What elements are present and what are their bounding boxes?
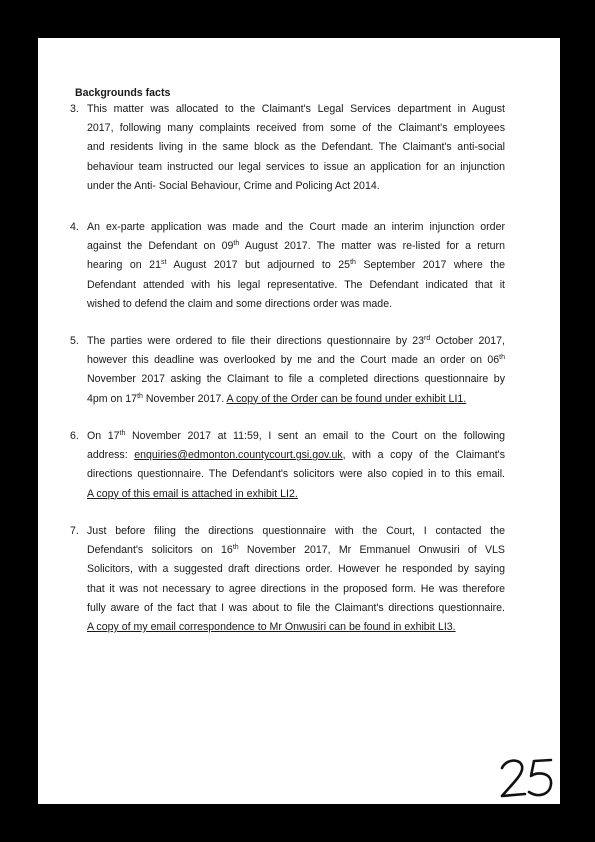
paragraph-7 xyxy=(70,522,505,637)
handwritten-page-number xyxy=(498,756,556,800)
paragraph-number: 5. xyxy=(70,335,79,347)
paragraph-6 xyxy=(70,427,506,504)
paragraph-line xyxy=(87,485,505,504)
paragraph-line: The parties were ordered to file their directions questionnaire by 23rd October 2017, xyxy=(87,335,505,347)
paragraph-number: 3. xyxy=(70,103,79,115)
paragraph-line: hearing on 21st August 2017 but adjourned to 25th September 2017 where the xyxy=(87,259,506,272)
section-heading: Backgrounds facts xyxy=(75,87,171,99)
paragraph-line: An ex-parte application was made and the Court made an interim injunction order xyxy=(87,221,505,233)
paragraph-line: 4pm on 17th November 2017. A copy of the Order can be found under exhibit LI1. xyxy=(87,392,467,405)
paragraph-line: and residents living in the same block as the Defendant. The Claimant's anti-social xyxy=(87,141,505,154)
paragraph-number: 6. xyxy=(70,430,79,442)
document-page xyxy=(38,38,560,804)
paragraph-line: under the Anti- Social Behaviour, Crime and Policing Act 2014. xyxy=(87,179,380,192)
paragraph-5 xyxy=(70,332,505,409)
paragraph-line: Solicitors, with a suggested draft directions order. However he responded by saying xyxy=(87,563,505,576)
paragraph-line: On 17th November 2017 at 11:59, I sent an email to the Court on the following xyxy=(87,430,506,442)
paragraph-line: directions questionnaire. The Defendant's solicitors were also copied in to this email. xyxy=(87,468,505,481)
paragraph-line: This matter was allocated to the Claimant's Legal Services department in August xyxy=(87,103,505,115)
paragraph-4 xyxy=(70,218,506,314)
paragraph-line: address: enquiries@edmonton.countycourt.gsi.gov.uk, with a copy of the Claimant's xyxy=(87,449,505,462)
paragraph-line: Defendant's solicitors on 16th November 2017, Mr Emmanuel Onwusiri of VLS xyxy=(87,544,505,557)
paragraph-line xyxy=(87,618,505,637)
paragraph-line: that it was not necessary to agree directions in the proposed form. He was therefore xyxy=(87,582,505,595)
paragraph-3 xyxy=(70,100,505,196)
paragraph-line: Just before filing the directions questionnaire with the Court, I contacted the xyxy=(87,525,505,537)
paragraph-line: November 2017 asking the Claimant to file a completed directions questionnaire by xyxy=(87,373,505,386)
exhibit-reference-li1: A copy of the Order can be found under exhibit LI1. xyxy=(226,392,467,405)
paragraph-number: 4. xyxy=(70,221,79,233)
paragraph-line: behaviour team instructed our legal services to issue an application for an injunction xyxy=(87,160,505,173)
paragraph-number: 7. xyxy=(70,525,79,537)
paragraph-line: wished to defend the claim and some directions order was made. xyxy=(87,297,393,310)
court-email-address[interactable]: enquiries@edmonton.countycourt.gsi.gov.uk xyxy=(134,449,343,462)
exhibit-reference-li2: A copy of this email is attached in exhibit LI2. xyxy=(87,487,298,500)
paragraph-line: fully aware of the fact that I was about to file the Claimant's directions questionnaire. xyxy=(87,601,505,614)
paragraph-line: Defendant attended with his legal representative. The Defendant indicated that it xyxy=(87,278,505,291)
exhibit-reference-li3: A copy of my email correspondence to Mr Onwusiri can be found in exhibit LI3. xyxy=(87,620,456,633)
paragraph-line: 2017, following many complaints received from some of the Claimant's employees xyxy=(87,122,505,135)
paragraph-line: against the Defendant on 09th August 2017. The matter was re-listed for a return xyxy=(87,240,505,253)
paragraph-line: however this deadline was overlooked by me and the Court made an order on 06th xyxy=(87,354,505,367)
